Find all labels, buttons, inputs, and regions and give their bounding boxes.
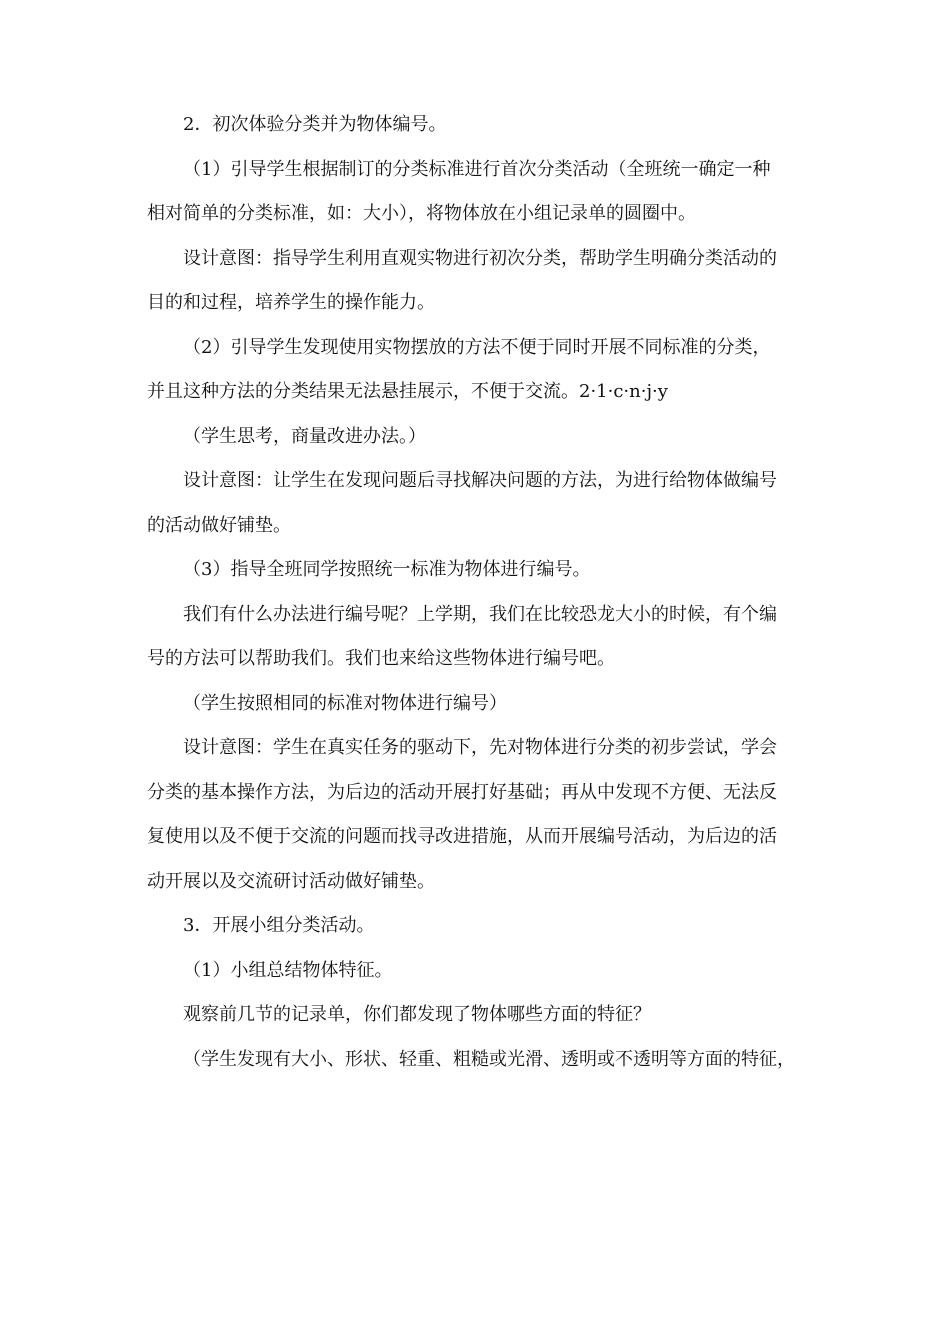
paragraph-body: [147, 593, 812, 682]
paragraph-body: [147, 993, 812, 1038]
paragraph-step-2: [147, 326, 812, 415]
paragraph-design-intent: [147, 237, 812, 326]
text-line: 相对简单的分类标准，如：大小），将物体放在小组记录单的圆圈中。: [147, 203, 696, 224]
paragraph-student-note: [147, 1038, 812, 1083]
text-line: 3．开展小组分类活动。: [183, 915, 375, 936]
paragraph-step-1: [147, 148, 812, 237]
text-line: 目的和过程，培养学生的操作能力。: [147, 292, 435, 313]
paragraph-student-note: [147, 415, 812, 460]
paragraph-step-3: [147, 548, 812, 593]
text-line: （学生按照相同的标准对物体进行编号）: [183, 692, 507, 714]
text-line: 复使用以及不便于交流的问题而找寻改进措施，从而开展编号活动，为后边的活: [147, 826, 777, 847]
paragraph-step-1: [147, 949, 812, 994]
text-line: （3）指导全班同学按照统一标准为物体进行编号。: [183, 559, 591, 580]
paragraph-design-intent: [147, 459, 812, 548]
text-line: 的活动做好铺垫。: [147, 514, 291, 536]
text-line: （1）小组总结物体特征。: [183, 959, 393, 981]
paragraph-design-intent: [147, 726, 812, 904]
text-line: 我们有什么办法进行编号呢？上学期，我们在比较恐龙大小的时候，有个编: [183, 603, 777, 625]
text-line: （1）引导学生根据制订的分类标准进行首次分类活动（全班统一确定一种: [183, 158, 771, 180]
text-line: 号的方法可以帮助我们。我们也来给这些物体进行编号吧。: [147, 648, 615, 669]
document-body: [147, 103, 812, 1082]
text-line: 观察前几节的记录单，你们都发现了物体哪些方面的特征？: [183, 1004, 651, 1025]
text-line: 分类的基本操作方法，为后边的活动开展打好基础；再从中发现不方便、无法反: [147, 781, 777, 803]
text-line: 并且这种方法的分类结果无法悬挂展示，不便于交流。2·1·c·n·j·y: [147, 381, 668, 402]
text-line: （2）引导学生发现使用实物摆放的方法不便于同时开展不同标准的分类，: [183, 336, 771, 358]
text-line: 设计意图：让学生在发现问题后寻找解决问题的方法，为进行给物体做编号: [183, 470, 777, 491]
text-line: 设计意图：学生在真实任务的驱动下，先对物体进行分类的初步尝试，学会: [183, 737, 777, 758]
text-line: 动开展以及交流研讨活动做好铺垫。: [147, 870, 435, 892]
text-line: 2．初次体验分类并为物体编号。: [183, 114, 447, 135]
text-line: 设计意图：指导学生利用直观实物进行初次分类，帮助学生明确分类活动的: [183, 247, 777, 269]
text-line: （学生发现有大小、形状、轻重、粗糙或光滑、透明或不透明等方面的特征，: [183, 1048, 795, 1070]
paragraph-student-note: [147, 682, 812, 727]
text-line: （学生思考，商量改进办法。）: [183, 425, 426, 447]
paragraph-section-2-heading: [147, 103, 812, 148]
paragraph-section-3-heading: [147, 904, 812, 949]
